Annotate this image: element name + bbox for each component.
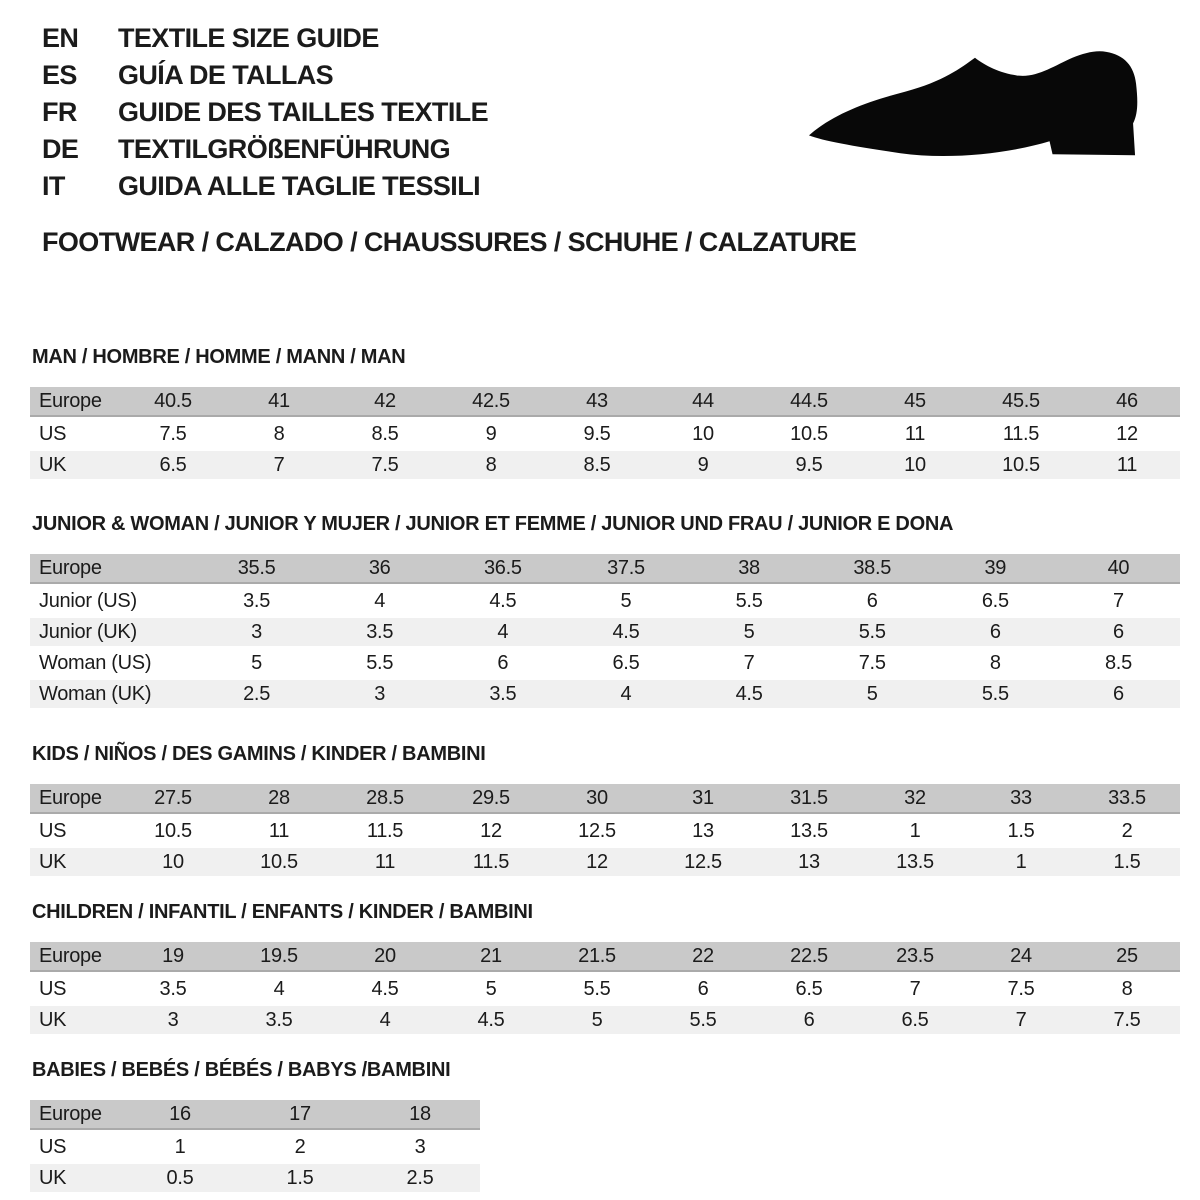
size-cell: 16 [120, 1100, 240, 1130]
row-label: Europe [30, 784, 120, 814]
size-cell: 3.5 [318, 618, 441, 646]
size-cell: 6.5 [564, 649, 687, 677]
size-cell: 3.5 [226, 1006, 332, 1034]
size-cell: 3 [360, 1133, 480, 1161]
size-cell: 1.5 [1074, 848, 1180, 876]
size-cell: 6.5 [120, 451, 226, 479]
language-code: DE [42, 134, 79, 164]
size-cell: 5.5 [544, 975, 650, 1003]
size-cell: 10 [862, 451, 968, 479]
size-section-babies [30, 1059, 1180, 1195]
row-label: UK [30, 848, 120, 876]
size-cell: 33.5 [1074, 784, 1180, 814]
size-cell: 3 [318, 680, 441, 708]
size-cell: 7 [862, 975, 968, 1003]
size-cell: 12 [544, 848, 650, 876]
size-row-junior-uk [30, 618, 1180, 646]
size-cell: 5 [564, 587, 687, 615]
row-label: UK [30, 451, 120, 479]
size-cell: 3.5 [195, 587, 318, 615]
size-cell: 7.5 [968, 975, 1074, 1003]
size-row-us [30, 975, 1180, 1003]
size-cell: 12.5 [544, 817, 650, 845]
size-cell: 8.5 [544, 451, 650, 479]
size-row-europe [30, 784, 1180, 814]
size-row-uk [30, 451, 1180, 479]
size-cell: 43 [544, 387, 650, 417]
size-row-us [30, 420, 1180, 448]
size-cell: 6.5 [862, 1006, 968, 1034]
row-label: Junior (US) [30, 587, 195, 615]
size-table-children [30, 939, 1180, 1037]
size-cell: 11 [1074, 451, 1180, 479]
size-cell: 3 [195, 618, 318, 646]
size-cell: 1.5 [240, 1164, 360, 1192]
size-cell: 11 [862, 420, 968, 448]
size-cell: 21.5 [544, 942, 650, 972]
size-row-uk [30, 1006, 1180, 1034]
row-label: UK [30, 1164, 120, 1192]
section-title-junior-woman: JUNIOR & WOMAN / JUNIOR Y MUJER / JUNIOR ET FEMME / JUNIOR UND FRAU / JUNIOR E DONA [32, 513, 954, 535]
size-cell: 10.5 [756, 420, 862, 448]
language-title: GUÍA DE TALLAS [118, 60, 334, 90]
size-cell: 37.5 [564, 554, 687, 584]
language-title: TEXTILE SIZE GUIDE [118, 23, 379, 53]
row-label: Europe [30, 554, 195, 584]
size-cell: 2.5 [195, 680, 318, 708]
size-section-children [30, 901, 1180, 1037]
size-section-junior-woman [30, 513, 1180, 711]
size-cell: 8 [438, 451, 544, 479]
size-cell: 6 [811, 587, 934, 615]
size-cell: 4 [318, 587, 441, 615]
page-header [0, 0, 1200, 205]
size-cell: 2.5 [360, 1164, 480, 1192]
size-cell: 45.5 [968, 387, 1074, 417]
language-row-it [42, 168, 1200, 205]
size-cell: 13 [650, 817, 756, 845]
size-cell: 9 [650, 451, 756, 479]
language-code: EN [42, 23, 79, 53]
size-cell: 33 [968, 784, 1074, 814]
size-cell: 13.5 [756, 817, 862, 845]
section-title-kids: KIDS / NIÑOS / DES GAMINS / KINDER / BAMBINI [32, 743, 486, 765]
size-cell: 1 [968, 848, 1074, 876]
size-cell: 20 [332, 942, 438, 972]
size-cell: 8.5 [332, 420, 438, 448]
size-row-europe [30, 387, 1180, 417]
size-cell: 31 [650, 784, 756, 814]
size-cell: 6 [1057, 618, 1180, 646]
size-tables [30, 346, 1180, 1195]
size-cell: 6 [650, 975, 756, 1003]
size-cell: 11.5 [968, 420, 1074, 448]
size-cell: 0.5 [120, 1164, 240, 1192]
size-cell: 11.5 [438, 848, 544, 876]
size-cell: 23.5 [862, 942, 968, 972]
size-cell: 1 [120, 1133, 240, 1161]
language-title: TEXTILGRÖßENFÜHRUNG [118, 134, 451, 164]
size-cell: 4.5 [564, 618, 687, 646]
size-cell: 18 [360, 1100, 480, 1130]
size-cell: 10.5 [226, 848, 332, 876]
row-label: Woman (US) [30, 649, 195, 677]
size-cell: 38 [688, 554, 811, 584]
size-cell: 42 [332, 387, 438, 417]
size-cell: 17 [240, 1100, 360, 1130]
size-cell: 5.5 [688, 587, 811, 615]
language-code: ES [42, 60, 77, 90]
size-cell: 5.5 [811, 618, 934, 646]
row-label: Woman (UK) [30, 680, 195, 708]
row-label: Europe [30, 1100, 120, 1130]
size-cell: 4.5 [441, 587, 564, 615]
size-cell: 3.5 [120, 975, 226, 1003]
size-table-kids [30, 781, 1180, 879]
size-section-man [30, 346, 1180, 482]
size-cell: 28 [226, 784, 332, 814]
size-cell: 7.5 [1074, 1006, 1180, 1034]
size-cell: 12 [1074, 420, 1180, 448]
size-row-europe [30, 554, 1180, 584]
size-cell: 8.5 [1057, 649, 1180, 677]
size-cell: 5.5 [318, 649, 441, 677]
size-cell: 39 [934, 554, 1057, 584]
size-cell: 8 [1074, 975, 1180, 1003]
size-cell: 5 [438, 975, 544, 1003]
row-label: US [30, 1133, 120, 1161]
size-cell: 9 [438, 420, 544, 448]
size-cell: 3 [120, 1006, 226, 1034]
size-cell: 22.5 [756, 942, 862, 972]
size-cell: 4.5 [688, 680, 811, 708]
size-cell: 3.5 [441, 680, 564, 708]
size-cell: 7.5 [332, 451, 438, 479]
size-cell: 29.5 [438, 784, 544, 814]
size-row-uk [30, 848, 1180, 876]
size-cell: 6 [756, 1006, 862, 1034]
size-cell: 9.5 [756, 451, 862, 479]
size-cell: 8 [934, 649, 1057, 677]
size-cell: 4 [332, 1006, 438, 1034]
size-cell: 31.5 [756, 784, 862, 814]
size-cell: 12.5 [650, 848, 756, 876]
size-row-junior-us [30, 587, 1180, 615]
size-cell: 7 [688, 649, 811, 677]
size-cell: 4.5 [438, 1006, 544, 1034]
language-code: FR [42, 97, 77, 127]
shoe-icon [806, 48, 1144, 166]
size-cell: 7 [1057, 587, 1180, 615]
size-cell: 12 [438, 817, 544, 845]
size-cell: 8 [226, 420, 332, 448]
size-cell: 46 [1074, 387, 1180, 417]
size-cell: 40.5 [120, 387, 226, 417]
size-cell: 6 [441, 649, 564, 677]
row-label: UK [30, 1006, 120, 1034]
size-cell: 13.5 [862, 848, 968, 876]
size-cell: 28.5 [332, 784, 438, 814]
size-cell: 2 [240, 1133, 360, 1161]
size-table-babies [30, 1097, 480, 1195]
row-label: Junior (UK) [30, 618, 195, 646]
category-line: FOOTWEAR / CALZADO / CHAUSSURES / SCHUHE / CALZATURE [42, 227, 857, 257]
size-cell: 36.5 [441, 554, 564, 584]
size-table-junior-woman [30, 551, 1180, 711]
size-cell: 36 [318, 554, 441, 584]
size-cell: 5.5 [934, 680, 1057, 708]
size-cell: 5.5 [650, 1006, 756, 1034]
size-cell: 41 [226, 387, 332, 417]
size-cell: 6 [934, 618, 1057, 646]
row-label: US [30, 975, 120, 1003]
size-cell: 4 [226, 975, 332, 1003]
size-cell: 24 [968, 942, 1074, 972]
size-cell: 7 [226, 451, 332, 479]
size-cell: 6.5 [756, 975, 862, 1003]
size-cell: 11.5 [332, 817, 438, 845]
size-cell: 45 [862, 387, 968, 417]
size-cell: 11 [226, 817, 332, 845]
size-row-europe [30, 942, 1180, 972]
size-section-kids [30, 743, 1180, 879]
size-cell: 35.5 [195, 554, 318, 584]
size-cell: 27.5 [120, 784, 226, 814]
size-cell: 10.5 [968, 451, 1074, 479]
size-cell: 44.5 [756, 387, 862, 417]
size-cell: 10 [650, 420, 756, 448]
size-cell: 44 [650, 387, 756, 417]
language-code: IT [42, 171, 65, 201]
size-cell: 7 [968, 1006, 1074, 1034]
language-title: GUIDE DES TAILLES TEXTILE [118, 97, 489, 127]
size-cell: 1.5 [968, 817, 1074, 845]
size-cell: 13 [756, 848, 862, 876]
size-cell: 1 [862, 817, 968, 845]
size-cell: 10 [120, 848, 226, 876]
size-cell: 5 [195, 649, 318, 677]
size-row-europe [30, 1100, 480, 1130]
section-title-babies: BABIES / BEBÉS / BÉBÉS / BABYS /BAMBINI [32, 1059, 451, 1081]
size-cell: 40 [1057, 554, 1180, 584]
size-cell: 19 [120, 942, 226, 972]
size-row-us [30, 817, 1180, 845]
section-title-children: CHILDREN / INFANTIL / ENFANTS / KINDER / BAMBINI [32, 901, 533, 923]
language-title: GUIDA ALLE TAGLIE TESSILI [118, 171, 480, 201]
size-row-us [30, 1133, 480, 1161]
size-cell: 5 [811, 680, 934, 708]
size-cell: 5 [544, 1006, 650, 1034]
size-cell: 25 [1074, 942, 1180, 972]
size-cell: 2 [1074, 817, 1180, 845]
row-label: Europe [30, 387, 120, 417]
size-cell: 7.5 [120, 420, 226, 448]
size-cell: 10.5 [120, 817, 226, 845]
size-cell: 4 [441, 618, 564, 646]
size-cell: 38.5 [811, 554, 934, 584]
size-cell: 32 [862, 784, 968, 814]
row-label: US [30, 817, 120, 845]
size-cell: 7.5 [811, 649, 934, 677]
section-title-man: MAN / HOMBRE / HOMME / MANN / MAN [32, 346, 406, 368]
size-cell: 4 [564, 680, 687, 708]
row-label: US [30, 420, 120, 448]
size-cell: 9.5 [544, 420, 650, 448]
size-row-uk [30, 1164, 480, 1192]
size-cell: 30 [544, 784, 650, 814]
size-cell: 6.5 [934, 587, 1057, 615]
size-cell: 42.5 [438, 387, 544, 417]
size-cell: 4.5 [332, 975, 438, 1003]
size-cell: 5 [688, 618, 811, 646]
size-row-woman-uk [30, 680, 1180, 708]
size-table-man [30, 384, 1180, 482]
size-row-woman-us [30, 649, 1180, 677]
size-cell: 19.5 [226, 942, 332, 972]
size-cell: 21 [438, 942, 544, 972]
size-cell: 22 [650, 942, 756, 972]
size-cell: 6 [1057, 680, 1180, 708]
size-cell: 11 [332, 848, 438, 876]
row-label: Europe [30, 942, 120, 972]
